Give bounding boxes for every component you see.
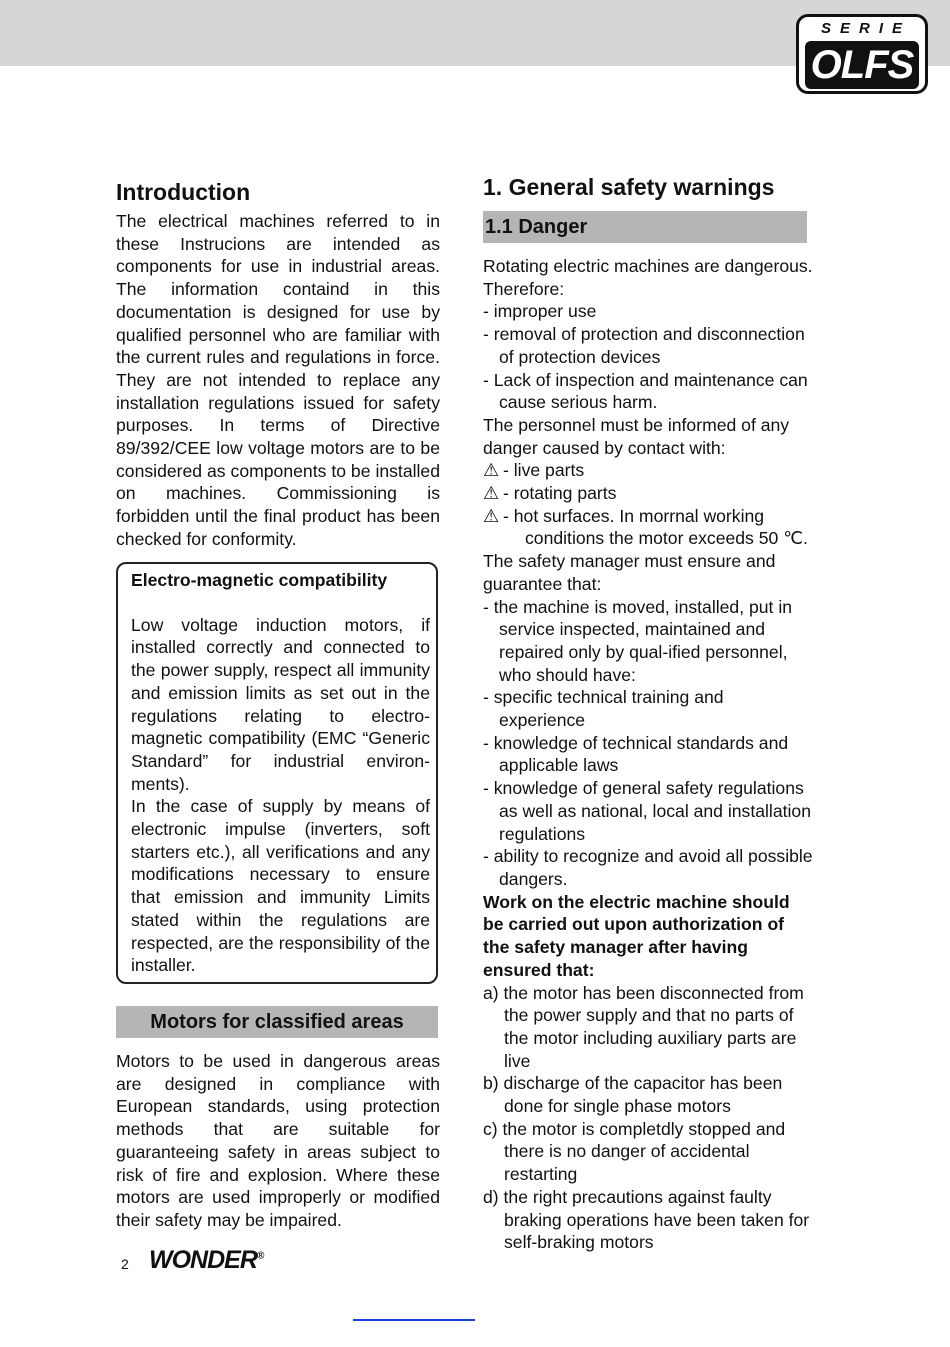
hazard-item [483,482,813,505]
hazard-item [483,459,813,482]
introduction-section [116,178,440,551]
ensure-item: - knowledge of technical standards and applicable laws [483,732,789,776]
cause-item: - Lack of inspection and maintenance can cause serious harm. [483,369,808,413]
emc-title: Electro-magnetic compatibility [131,570,388,590]
work-authorization-text: Work on the electric machine should be carried out upon authorization of the safety manager after having ensured that: [483,891,790,980]
step-item: a) the motor has been disconnected from the power supply and that no parts of the motor including auxiliary parts are live [483,982,804,1071]
registered-mark: ® [256,1250,264,1262]
safety-heading: 1. General safety warnings [483,174,775,200]
warning-triangle-icon: ⚠ [483,460,500,481]
ensure-item: - knowledge of general safety regulations as well as national, local and installation regulations [483,778,811,844]
ensure-item: - the machine is moved, installed, put in service inspected, maintained and repaired only by qual-ified personnel, who should have: [483,596,793,685]
step-item: b) discharge of the capacitor has been done for single phase motors [483,1073,783,1117]
emc-paragraph-1: Low voltage induction motors, if installed correctly and connected to the power supply, respect all immunity and emission limits as set out in the regulations relating to electro-magnetic compatibility (EMC “Generic Standard” for industrial environ-ments). [131,614,430,794]
wonder-logo-text: WONDER [149,1246,257,1274]
classified-areas-title: Motors for classified areas [116,1006,438,1038]
link-underline[interactable] [353,1319,475,1321]
hazard-text: - live parts [503,460,585,481]
introduction-heading: Introduction [116,179,251,205]
danger-title: 1.1 Danger [483,211,807,243]
step-item: c) the motor is completdly stopped and there is no danger of accidental restarting [483,1118,786,1185]
danger-intro: Rotating electric machines are dangerous. Therefore: [483,256,813,299]
hazard-text: - rotating parts [503,483,617,504]
introduction-text: The electrical machines referred to in these Instrucions are intended as components for use in industrial areas. The information containd in this documentation is designed for use by qualified personnel who are familiar with the current rules and regulations in force. They are not intended to replace any installation regulations issued for safety purposes. In terms of Directive 89/392/CEE low voltage motors are to be considered as components to be installed on machines. Commissioning is forbidden until the final product has been checked for conformity. [116,211,440,549]
warning-triangle-icon: ⚠ [483,483,500,504]
emc-paragraph-2: In the case of supply by means of electronic impulse (inverters, soft starters etc.), all verifications and any modifications necessary to ensure that emission and immunity Limits stated within the regulations are respected, are the responsibility of the installer. [131,796,430,976]
cause-item: - improper use [483,301,597,322]
ensure-item: - specific technical training and experience [483,687,724,731]
page-number: 2 [121,1256,129,1272]
classified-areas-text: Motors to be used in dangerous areas are designed in compliance with European standards, using protection methods that are suitable for guaranteeing safety in areas subject to risk of fire and explosion. Where these motors are used improperly or modified their safety may be impaired. [116,1051,440,1230]
hazard-text: - hot surfaces. In morrnal working conditions the motor exceeds 50 ℃. [503,505,808,549]
ensure-item: - ability to recognize and avoid all possible dangers. [483,846,813,889]
step-item: d) the right precautions against faulty braking operations have been taken for self-braking motors [483,1186,810,1253]
wonder-logo [149,1246,263,1275]
cause-item: - removal of protection and disconnection of protection devices [483,324,805,367]
logo-serie-text: SERIE [820,20,911,37]
warning-triangle-icon: ⚠ [483,505,500,526]
manager-text: The safety manager must ensure and guarantee that: [483,551,776,594]
emc-box [116,562,438,984]
classified-areas-section [116,1050,440,1232]
olfs-series-logo [796,14,928,94]
safety-section [483,173,813,1254]
personnel-text: The personnel must be informed of any danger caused by contact with: [483,414,790,458]
logo-brand-text: OLFS [805,41,919,89]
hazard-item [483,505,813,550]
